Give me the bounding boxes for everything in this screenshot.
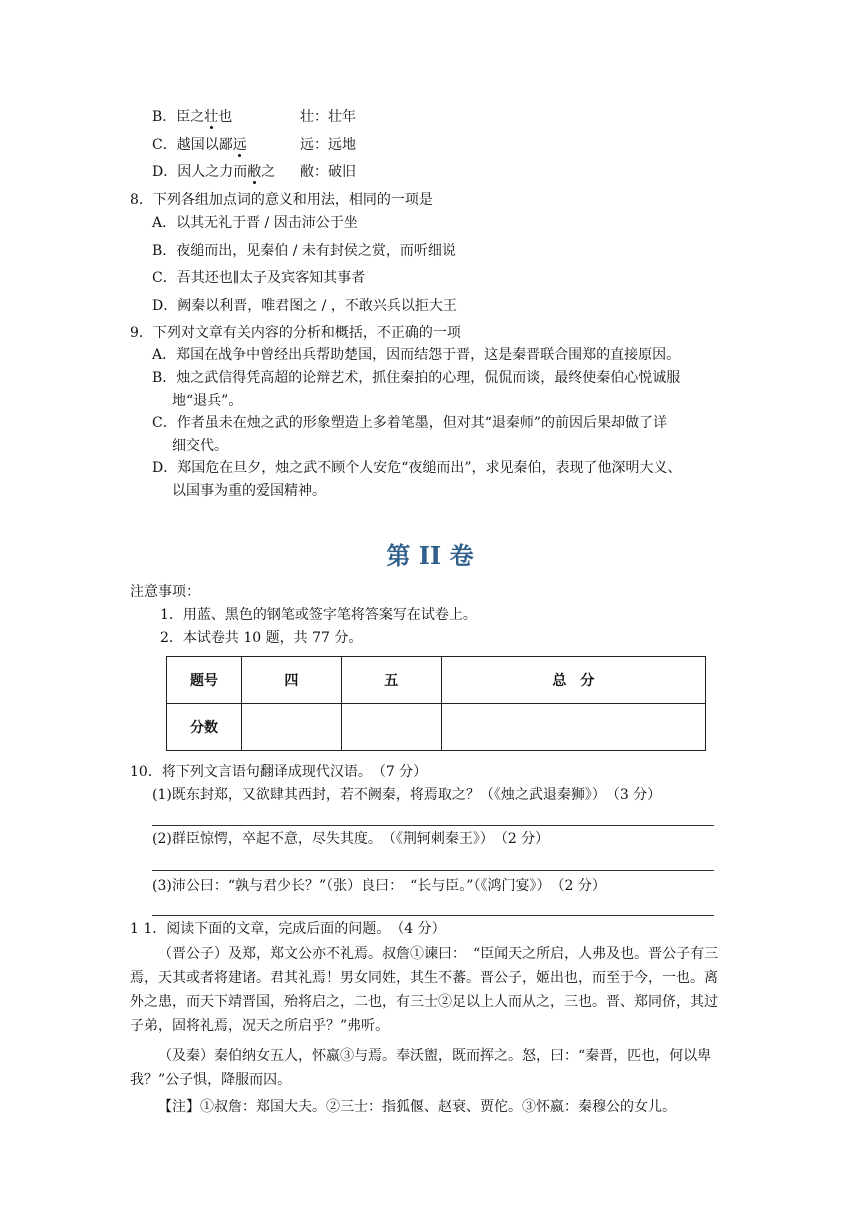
q10-stem: 10．将下列文言语句翻译成现代汉语。 （7 分） bbox=[130, 764, 428, 780]
score-cell-four[interactable] bbox=[242, 704, 342, 751]
q8-option-a: A．以其无礼于晋 / 因击沛公于坐 bbox=[152, 215, 358, 231]
notes-heading: 注意事项： bbox=[130, 584, 200, 600]
q7-gloss-b: 壮：壮年 bbox=[300, 109, 356, 125]
q7-option-c bbox=[152, 135, 247, 155]
dotted-word: 远 bbox=[232, 137, 247, 153]
q9-option-d-cont: 以国事为重的爱国精神。 bbox=[172, 483, 326, 499]
option-letter: B． bbox=[152, 109, 177, 125]
option-text: 也 bbox=[218, 109, 233, 125]
q8-option-d: D．阙秦以利晋，唯君图之 / ，不敢兴兵以拒大王 bbox=[152, 298, 457, 314]
answer-line-1[interactable] bbox=[152, 825, 714, 826]
q9-option-a: A．郑国在战争中曾经出兵帮助楚国，因而结怨于晋，这是秦晋联合围郑的直接原因。 bbox=[152, 347, 681, 363]
answer-line-2[interactable] bbox=[152, 870, 714, 871]
q11-passage-2: （及秦）秦伯纳女五人，怀嬴③与焉。奉沃盥，既而挥之。怒，曰：“秦晋，匹也，何以卑我？”公子惧，降服而囚。 bbox=[130, 1048, 712, 1088]
q8-option-c: C．吾其还也∥太子及宾客知其事者 bbox=[152, 270, 366, 286]
q11-annotation: 【注】①叔詹：郑国大夫。②三士：指狐偃、赵衰、贾佗。③怀嬴：秦穆公的女儿。 bbox=[158, 1099, 676, 1115]
q8-option-b: B．夜缒而出，见秦伯 / 未有封侯之赏，而听细说 bbox=[152, 243, 456, 259]
q8-stem: 8．下列各组加点词的意义和用法，相同的一项是 bbox=[130, 192, 433, 208]
q11-passage-1: （晋公子）及郑，郑文公亦不礼焉。叔詹①谏曰： “臣闻天之所启，人弗及也。晋公子有三焉，天其或者将建诸。君其礼焉！男女同姓，其生不蕃。晋公子，姬出也，而至于今，一也。离外之患，而天下靖晋国，殆将启之，二也，有三士②足以上人而从之，三也。晋、郑同侪，其过子弟，固将礼焉，况天之所启乎？”弗听。 bbox=[130, 946, 719, 1034]
option-letter: C． bbox=[152, 137, 177, 153]
q9-option-c: C．作者虽未在烛之武的形象塑造上多着笔墨，但对其“退秦师”的前因后果却做了详 bbox=[152, 415, 668, 431]
notes-item-1: 1．用蓝、黑色的钢笔或签字笔将答案写在试卷上。 bbox=[160, 607, 477, 623]
score-cell-five[interactable] bbox=[341, 704, 441, 751]
option-text: 因人之力而 bbox=[177, 164, 248, 180]
q10-sentence-1: (1)既东封郑，又欲肆其西封，若不阙秦，将焉取之？（《烛之武退秦狮》） （3 分） bbox=[152, 787, 662, 803]
q9-option-b-cont: 地“退兵”。 bbox=[172, 393, 243, 409]
q9-option-c-cont: 细交代。 bbox=[172, 438, 228, 454]
q11-stem: 1 1．阅读下面的文章，完成后面的问题。 （4 分） bbox=[130, 921, 446, 937]
dotted-word: 壮 bbox=[204, 109, 219, 125]
answer-line-3[interactable] bbox=[152, 915, 714, 916]
option-text: 臣之 bbox=[176, 109, 205, 125]
q9-option-b: B．烛之武信得凭高超的论辩艺术，抓住秦拍的心理，侃侃而谈，最终使秦伯心悦诚服 bbox=[152, 370, 681, 386]
score-cell-total[interactable] bbox=[441, 704, 705, 751]
header-section-four: 四 bbox=[242, 657, 342, 704]
option-letter: D． bbox=[152, 164, 178, 180]
q7-gloss-c: 远：远地 bbox=[300, 137, 356, 153]
dotted-word: 敝 bbox=[247, 164, 262, 180]
q10-sentence-3: (3)沛公曰：“孰与君少长？”（张）良曰： “长与臣。”（《鸿门宴》） （2 分） bbox=[152, 878, 606, 894]
row-label-score: 分数 bbox=[167, 704, 242, 751]
q10-sentence-2: (2)群臣惊愕，卒起不意，尽失其度。 （《荆轲刺秦王》） （2 分） bbox=[152, 831, 550, 847]
score-table-header-row bbox=[167, 657, 706, 704]
header-question-number: 题号 bbox=[167, 657, 242, 704]
option-text: 越国以鄙 bbox=[176, 137, 233, 153]
notes-item-2: 2．本试卷共 10 题，共 77 分。 bbox=[160, 630, 363, 646]
section-title: 第 II 卷 bbox=[386, 541, 474, 570]
score-table bbox=[166, 656, 706, 751]
header-total: 总 分 bbox=[441, 657, 705, 704]
q7-option-b bbox=[152, 107, 232, 127]
q9-option-d: D．郑国危在旦夕，烛之武不顾个人安危“夜缒而出”，求见秦伯，表现了他深明大义、 bbox=[152, 460, 682, 476]
option-text: 之 bbox=[261, 164, 276, 180]
header-section-five: 五 bbox=[341, 657, 441, 704]
score-table-score-row bbox=[167, 704, 706, 751]
q7-option-d bbox=[152, 162, 275, 182]
q9-stem: 9．下列对文章有关内容的分析和概括，不正确的一项 bbox=[130, 325, 461, 341]
q7-gloss-d: 敝：破旧 bbox=[300, 164, 356, 180]
